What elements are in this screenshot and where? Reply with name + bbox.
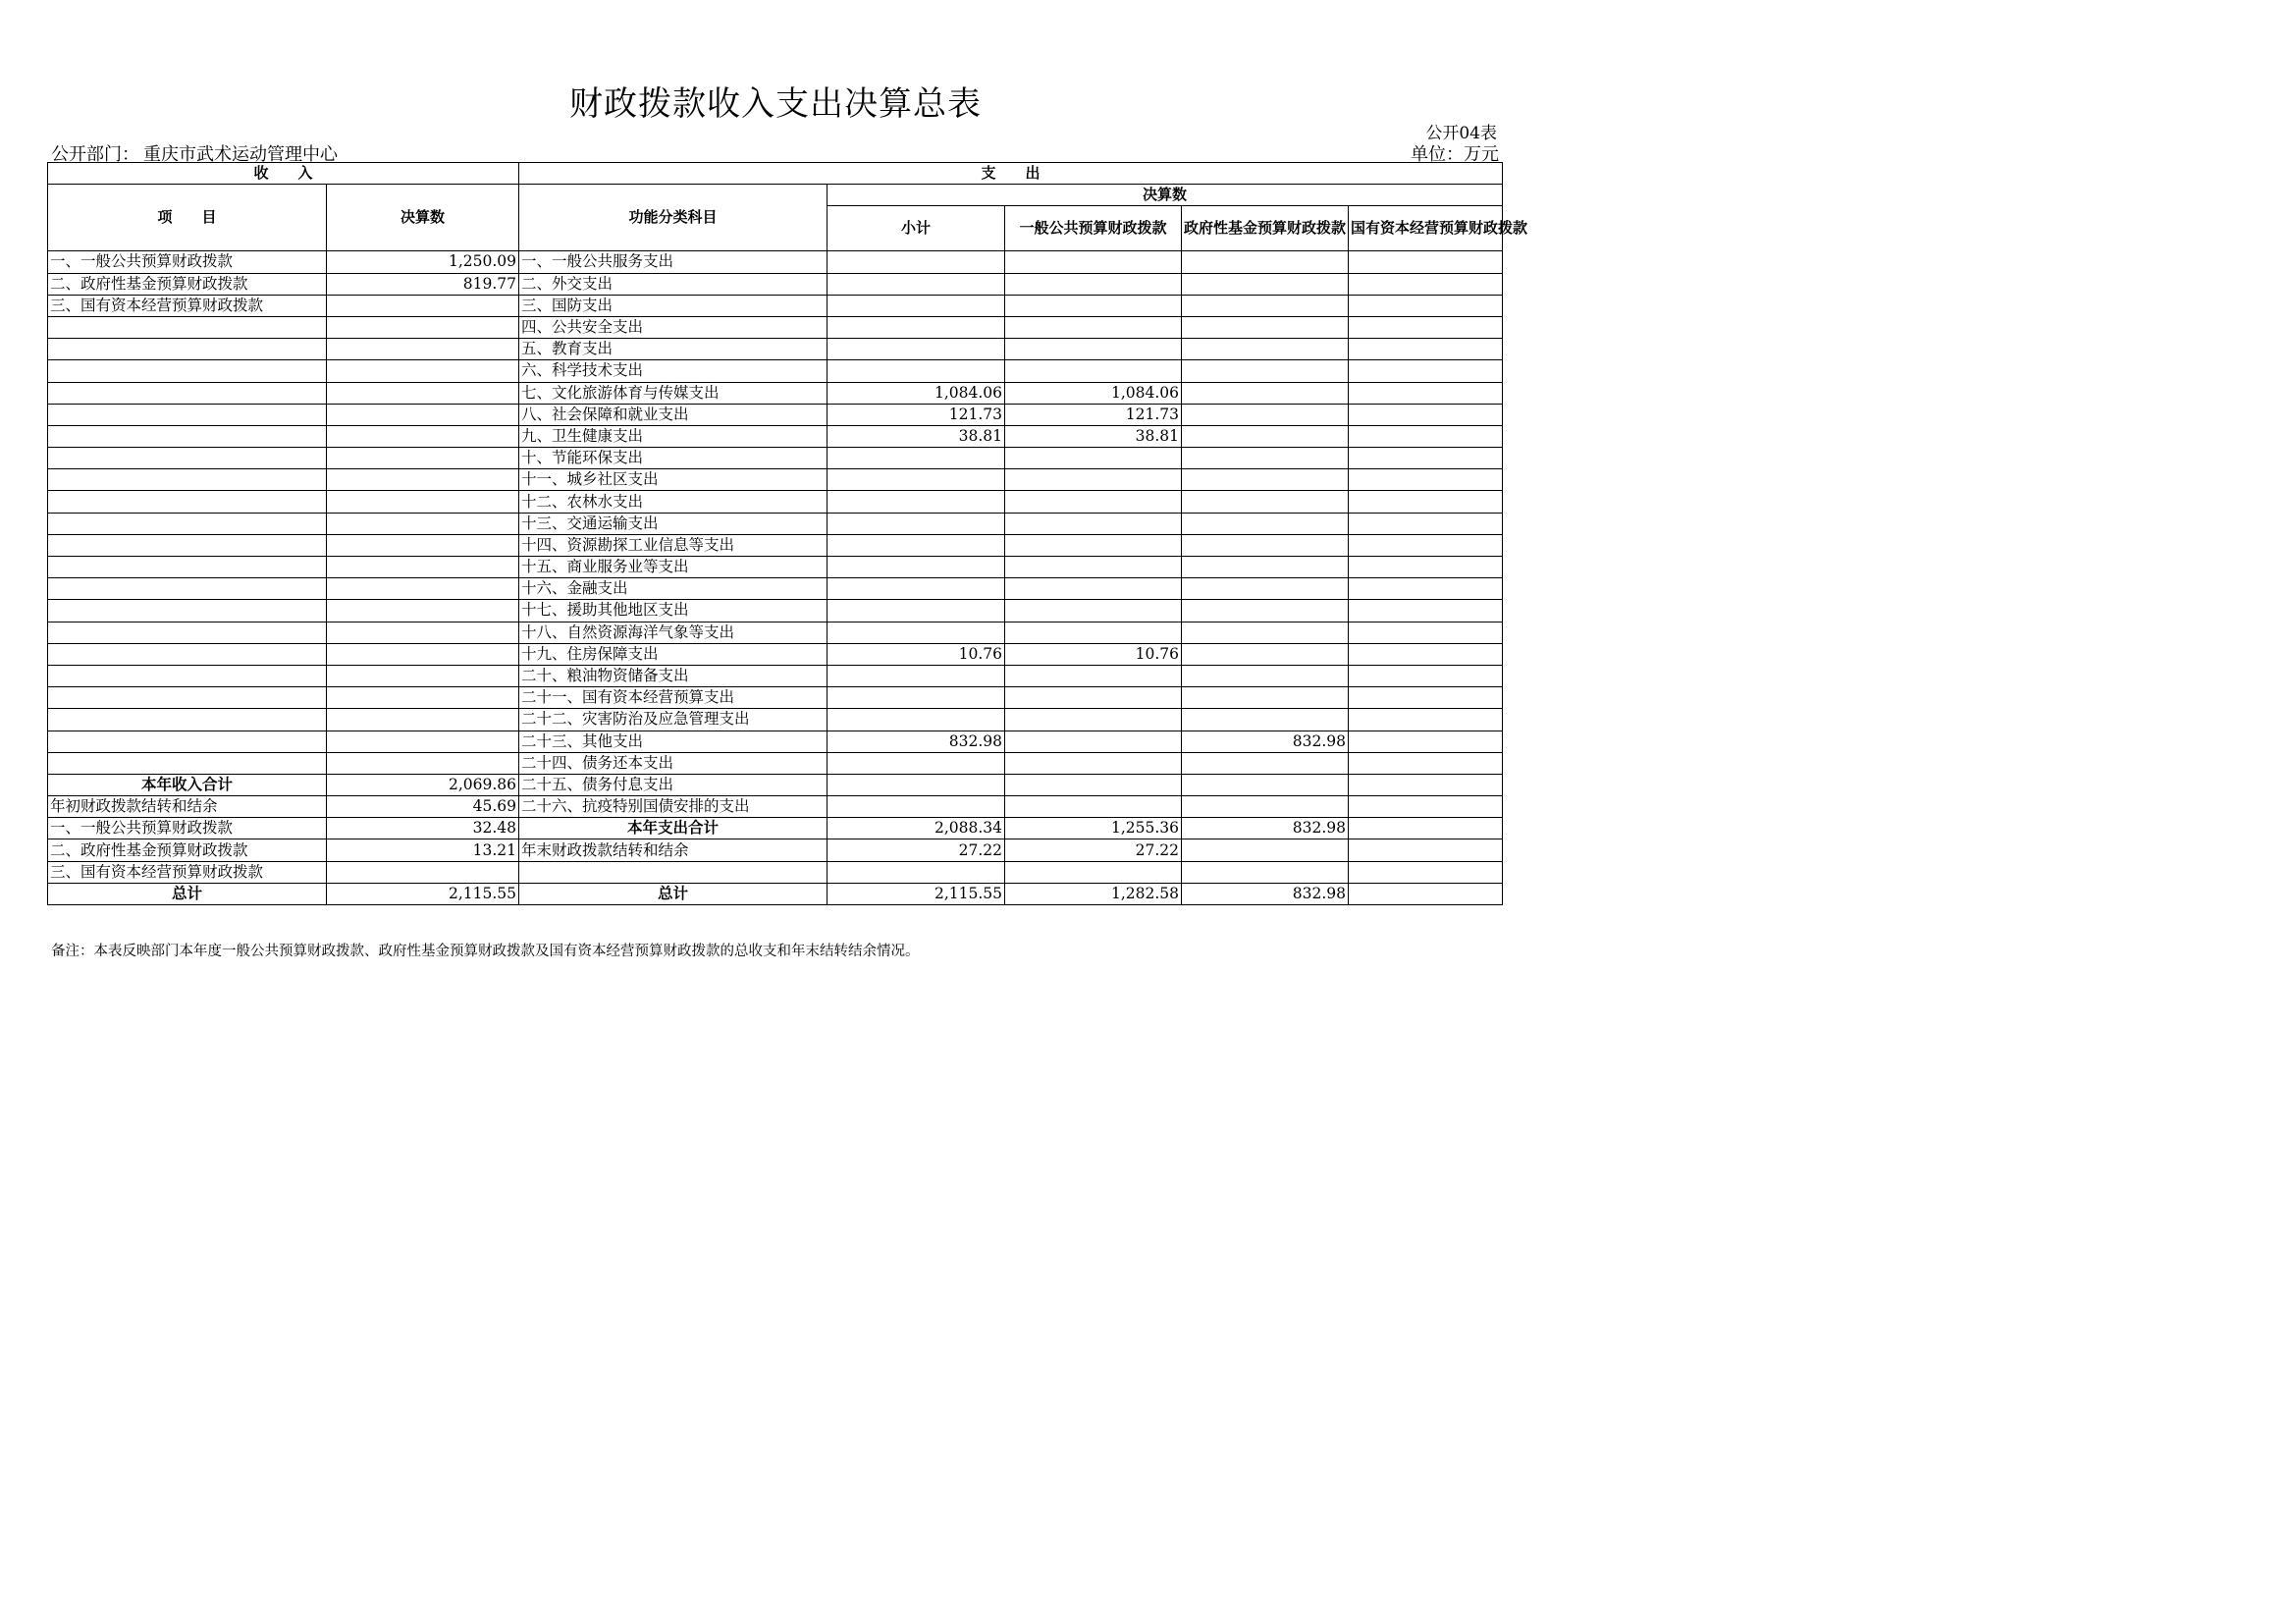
table-row	[48, 513, 1503, 534]
income-item-cell	[48, 404, 327, 425]
expense-item-cell: 年末财政拨款结转和结余	[519, 839, 828, 861]
expense-item-cell: 九、卫生健康支出	[519, 425, 828, 447]
table-row	[48, 316, 1503, 338]
state-capital-cell	[1349, 251, 1503, 273]
subtotal-cell: 121.73	[828, 404, 1005, 425]
func-category-header: 功能分类科目	[519, 185, 828, 251]
table-row	[48, 491, 1503, 513]
table-row	[48, 731, 1503, 752]
income-item-cell	[48, 600, 327, 622]
expense-item-cell: 三、国防支出	[519, 295, 828, 316]
fund-budget-cell	[1182, 643, 1349, 665]
income-item-cell: 三、国有资本经营预算财政拨款	[48, 295, 327, 316]
general-budget-cell: 1,282.58	[1005, 883, 1182, 904]
general-budget-cell: 38.81	[1005, 425, 1182, 447]
income-item-cell	[48, 448, 327, 469]
income-amount-cell	[327, 404, 519, 425]
income-item-cell: 一、一般公共预算财政拨款	[48, 251, 327, 273]
unit-label: 单位：万元	[1411, 144, 1499, 165]
table-row	[48, 534, 1503, 556]
fund-budget-header: 政府性基金预算财政拨款	[1182, 206, 1349, 251]
income-amount-cell	[327, 534, 519, 556]
fund-budget-cell	[1182, 600, 1349, 622]
income-item-cell	[48, 622, 327, 643]
table-row	[48, 600, 1503, 622]
table-row	[48, 687, 1503, 709]
income-item-cell	[48, 360, 327, 382]
general-budget-cell	[1005, 752, 1182, 774]
general-budget-cell	[1005, 665, 1182, 686]
income-amount-cell	[327, 557, 519, 578]
general-budget-cell: 27.22	[1005, 839, 1182, 861]
fund-budget-cell	[1182, 839, 1349, 861]
expense-item-cell: 本年支出合计	[519, 818, 828, 839]
fund-budget-cell	[1182, 273, 1349, 295]
state-capital-cell	[1349, 796, 1503, 818]
state-capital-cell	[1349, 839, 1503, 861]
expense-item-cell: 十二、农林水支出	[519, 491, 828, 513]
expense-item-cell: 六、科学技术支出	[519, 360, 828, 382]
fund-budget-cell: 832.98	[1182, 731, 1349, 752]
fund-budget-cell	[1182, 774, 1349, 795]
fund-budget-cell	[1182, 448, 1349, 469]
income-item-cell: 二、政府性基金预算财政拨款	[48, 839, 327, 861]
fund-budget-cell	[1182, 861, 1349, 883]
income-amount-cell	[327, 469, 519, 491]
income-item-cell	[48, 643, 327, 665]
income-amount-cell	[327, 709, 519, 731]
expense-item-cell: 总计	[519, 883, 828, 904]
expense-item-cell: 十、节能环保支出	[519, 448, 828, 469]
table-row	[48, 665, 1503, 686]
general-budget-cell	[1005, 448, 1182, 469]
state-capital-cell	[1349, 600, 1503, 622]
table-row	[48, 295, 1503, 316]
subtotal-cell	[828, 752, 1005, 774]
fund-budget-cell	[1182, 557, 1349, 578]
expense-item-cell	[519, 861, 828, 883]
income-amount-cell	[327, 578, 519, 600]
state-capital-cell	[1349, 534, 1503, 556]
expense-item-cell: 一、一般公共服务支出	[519, 251, 828, 273]
subtotal-cell	[828, 774, 1005, 795]
fund-budget-cell	[1182, 425, 1349, 447]
fund-budget-cell	[1182, 578, 1349, 600]
income-item-cell	[48, 557, 327, 578]
income-item-cell: 一、一般公共预算财政拨款	[48, 818, 327, 839]
subtotal-cell	[828, 796, 1005, 818]
state-capital-cell	[1349, 469, 1503, 491]
table-row	[48, 578, 1503, 600]
general-budget-cell	[1005, 796, 1182, 818]
income-amount-cell	[327, 665, 519, 686]
state-capital-cell	[1349, 448, 1503, 469]
subtotal-cell: 2,115.55	[828, 883, 1005, 904]
subtotal-cell	[828, 665, 1005, 686]
budget-table	[47, 162, 1528, 905]
subtotal-cell: 27.22	[828, 839, 1005, 861]
table-row	[48, 709, 1503, 731]
subtotal-cell	[828, 469, 1005, 491]
table-row	[48, 839, 1503, 861]
fund-budget-cell: 832.98	[1182, 818, 1349, 839]
table-row	[48, 796, 1503, 818]
subtotal-cell	[828, 513, 1005, 534]
subtotal-cell	[828, 316, 1005, 338]
income-item-cell: 年初财政拨款结转和结余	[48, 796, 327, 818]
subtotal-cell	[828, 557, 1005, 578]
income-item-cell	[48, 687, 327, 709]
state-capital-cell	[1349, 425, 1503, 447]
expense-item-cell: 二、外交支出	[519, 273, 828, 295]
state-capital-cell	[1349, 557, 1503, 578]
income-item-cell	[48, 534, 327, 556]
expense-item-cell: 二十一、国有资本经营预算支出	[519, 687, 828, 709]
state-capital-cell	[1349, 578, 1503, 600]
state-capital-cell	[1349, 731, 1503, 752]
income-header: 收 入	[48, 163, 519, 185]
income-item-cell	[48, 752, 327, 774]
expense-item-cell: 二十六、抗疫特别国债安排的支出	[519, 796, 828, 818]
final-amount-header: 决算数	[828, 185, 1503, 206]
general-budget-cell	[1005, 774, 1182, 795]
footnote: 备注：本表反映部门本年度一般公共预算财政拨款、政府性基金预算财政拨款及国有资本经营预算财政拨款的总收支和年末结转结余情况。	[51, 944, 920, 959]
state-capital-cell	[1349, 665, 1503, 686]
expense-item-cell: 十六、金融支出	[519, 578, 828, 600]
subtotal-cell: 832.98	[828, 731, 1005, 752]
expense-item-cell: 五、教育支出	[519, 339, 828, 360]
general-budget-cell	[1005, 491, 1182, 513]
income-item-cell	[48, 339, 327, 360]
state-capital-cell	[1349, 339, 1503, 360]
fund-budget-cell: 832.98	[1182, 883, 1349, 904]
income-item-cell: 二、政府性基金预算财政拨款	[48, 273, 327, 295]
expense-item-cell: 十九、住房保障支出	[519, 643, 828, 665]
general-budget-cell	[1005, 295, 1182, 316]
department-label: 公开部门：	[51, 144, 139, 165]
income-amount-cell	[327, 360, 519, 382]
income-amount-cell	[327, 339, 519, 360]
income-amount-cell: 32.48	[327, 818, 519, 839]
general-budget-cell	[1005, 578, 1182, 600]
fund-budget-cell	[1182, 295, 1349, 316]
table-row	[48, 360, 1503, 382]
general-budget-cell: 1,084.06	[1005, 382, 1182, 404]
income-amount-cell: 2,069.86	[327, 774, 519, 795]
expense-item-cell: 二十、粮油物资储备支出	[519, 665, 828, 686]
state-capital-cell	[1349, 622, 1503, 643]
page-title: 财政拨款收入支出决算总表	[569, 84, 982, 124]
subtotal-cell	[828, 360, 1005, 382]
state-capital-cell	[1349, 273, 1503, 295]
subtotal-cell	[828, 491, 1005, 513]
general-budget-cell	[1005, 622, 1182, 643]
table-row	[48, 774, 1503, 795]
expense-item-cell: 二十二、灾害防治及应急管理支出	[519, 709, 828, 731]
income-amount-cell	[327, 861, 519, 883]
expense-item-cell: 二十四、债务还本支出	[519, 752, 828, 774]
income-item-cell: 总计	[48, 883, 327, 904]
department-name: 重庆市武术运动管理中心	[143, 144, 338, 165]
income-item-cell	[48, 491, 327, 513]
subtotal-cell	[828, 448, 1005, 469]
general-budget-cell	[1005, 557, 1182, 578]
state-capital-cell	[1349, 404, 1503, 425]
expense-item-cell: 四、公共安全支出	[519, 316, 828, 338]
general-budget-cell	[1005, 731, 1182, 752]
subtotal-cell: 10.76	[828, 643, 1005, 665]
fund-budget-cell	[1182, 752, 1349, 774]
general-budget-cell	[1005, 273, 1182, 295]
income-amount-cell: 1,250.09	[327, 251, 519, 273]
state-capital-cell	[1349, 491, 1503, 513]
fund-budget-cell	[1182, 469, 1349, 491]
form-number: 公开04表	[1425, 124, 1497, 143]
subtotal-cell: 38.81	[828, 425, 1005, 447]
subtotal-cell	[828, 687, 1005, 709]
table-row	[48, 339, 1503, 360]
fund-budget-cell	[1182, 709, 1349, 731]
general-budget-cell	[1005, 600, 1182, 622]
subtotal-cell	[828, 600, 1005, 622]
income-item-cell	[48, 316, 327, 338]
table-row	[48, 557, 1503, 578]
income-amount-cell	[327, 295, 519, 316]
subtotal-cell	[828, 861, 1005, 883]
income-amount-cell	[327, 622, 519, 643]
table-row	[48, 622, 1503, 643]
table-row	[48, 425, 1503, 447]
expense-header: 支 出	[519, 163, 1503, 185]
subtotal-cell	[828, 295, 1005, 316]
state-capital-cell	[1349, 513, 1503, 534]
table-row	[48, 448, 1503, 469]
general-budget-header: 一般公共预算财政拨款	[1005, 206, 1182, 251]
general-budget-cell	[1005, 360, 1182, 382]
subtotal-cell	[828, 273, 1005, 295]
fund-budget-cell	[1182, 513, 1349, 534]
state-capital-cell	[1349, 643, 1503, 665]
general-budget-cell	[1005, 316, 1182, 338]
income-item-cell	[48, 578, 327, 600]
subtotal-cell: 2,088.34	[828, 818, 1005, 839]
fund-budget-cell	[1182, 534, 1349, 556]
state-capital-header: 国有资本经营预算财政拨款	[1349, 206, 1503, 251]
state-capital-cell	[1349, 709, 1503, 731]
income-amount-cell	[327, 643, 519, 665]
table-row	[48, 752, 1503, 774]
general-budget-cell	[1005, 709, 1182, 731]
state-capital-cell	[1349, 861, 1503, 883]
subtotal-cell	[828, 251, 1005, 273]
general-budget-cell	[1005, 469, 1182, 491]
expense-item-cell: 七、文化旅游体育与传媒支出	[519, 382, 828, 404]
expense-item-cell: 十五、商业服务业等支出	[519, 557, 828, 578]
income-amount-cell: 45.69	[327, 796, 519, 818]
income-item-cell	[48, 665, 327, 686]
expense-item-cell: 十四、资源勘探工业信息等支出	[519, 534, 828, 556]
state-capital-cell	[1349, 360, 1503, 382]
fund-budget-cell	[1182, 491, 1349, 513]
income-amount-cell: 13.21	[327, 839, 519, 861]
general-budget-cell	[1005, 861, 1182, 883]
table-row	[48, 404, 1503, 425]
table-row	[48, 273, 1503, 295]
fund-budget-cell	[1182, 251, 1349, 273]
income-item-cell	[48, 382, 327, 404]
fund-budget-cell	[1182, 360, 1349, 382]
income-amount-cell	[327, 731, 519, 752]
amount-header: 决算数	[327, 185, 519, 251]
fund-budget-cell	[1182, 622, 1349, 643]
table-row	[48, 861, 1503, 883]
state-capital-cell	[1349, 883, 1503, 904]
table-row	[48, 883, 1503, 904]
income-amount-cell	[327, 491, 519, 513]
general-budget-cell	[1005, 687, 1182, 709]
subtotal-cell	[828, 709, 1005, 731]
item-header: 项 目	[48, 185, 327, 251]
fund-budget-cell	[1182, 404, 1349, 425]
fund-budget-cell	[1182, 382, 1349, 404]
expense-item-cell: 十一、城乡社区支出	[519, 469, 828, 491]
table-row	[48, 382, 1503, 404]
income-amount-cell	[327, 316, 519, 338]
subtotal-header: 小计	[828, 206, 1005, 251]
table-body	[48, 251, 1503, 905]
income-item-cell	[48, 709, 327, 731]
income-amount-cell	[327, 752, 519, 774]
subtotal-cell: 1,084.06	[828, 382, 1005, 404]
income-amount-cell	[327, 425, 519, 447]
income-amount-cell	[327, 687, 519, 709]
subtotal-cell	[828, 339, 1005, 360]
state-capital-cell	[1349, 687, 1503, 709]
subtotal-cell	[828, 534, 1005, 556]
income-item-cell	[48, 425, 327, 447]
general-budget-cell: 10.76	[1005, 643, 1182, 665]
fund-budget-cell	[1182, 796, 1349, 818]
income-amount-cell	[327, 448, 519, 469]
fund-budget-cell	[1182, 339, 1349, 360]
state-capital-cell	[1349, 316, 1503, 338]
expense-item-cell: 二十五、债务付息支出	[519, 774, 828, 795]
state-capital-cell	[1349, 382, 1503, 404]
income-item-cell	[48, 513, 327, 534]
subtotal-cell	[828, 622, 1005, 643]
table-row	[48, 818, 1503, 839]
expense-item-cell: 八、社会保障和就业支出	[519, 404, 828, 425]
general-budget-cell: 121.73	[1005, 404, 1182, 425]
table-row	[48, 643, 1503, 665]
income-item-cell	[48, 469, 327, 491]
expense-item-cell: 十三、交通运输支出	[519, 513, 828, 534]
table-row	[48, 251, 1503, 273]
state-capital-cell	[1349, 295, 1503, 316]
fund-budget-cell	[1182, 687, 1349, 709]
state-capital-cell	[1349, 752, 1503, 774]
subtotal-cell	[828, 578, 1005, 600]
general-budget-cell	[1005, 251, 1182, 273]
general-budget-cell	[1005, 534, 1182, 556]
general-budget-cell	[1005, 339, 1182, 360]
income-amount-cell: 819.77	[327, 273, 519, 295]
income-item-cell: 本年收入合计	[48, 774, 327, 795]
state-capital-cell	[1349, 774, 1503, 795]
general-budget-cell	[1005, 513, 1182, 534]
income-amount-cell	[327, 382, 519, 404]
general-budget-cell: 1,255.36	[1005, 818, 1182, 839]
income-amount-cell: 2,115.55	[327, 883, 519, 904]
table-row	[48, 469, 1503, 491]
income-amount-cell	[327, 600, 519, 622]
income-item-cell	[48, 731, 327, 752]
fund-budget-cell	[1182, 316, 1349, 338]
expense-item-cell: 十七、援助其他地区支出	[519, 600, 828, 622]
income-item-cell: 三、国有资本经营预算财政拨款	[48, 861, 327, 883]
expense-item-cell: 二十三、其他支出	[519, 731, 828, 752]
income-amount-cell	[327, 513, 519, 534]
state-capital-cell	[1349, 818, 1503, 839]
fund-budget-cell	[1182, 665, 1349, 686]
expense-item-cell: 十八、自然资源海洋气象等支出	[519, 622, 828, 643]
